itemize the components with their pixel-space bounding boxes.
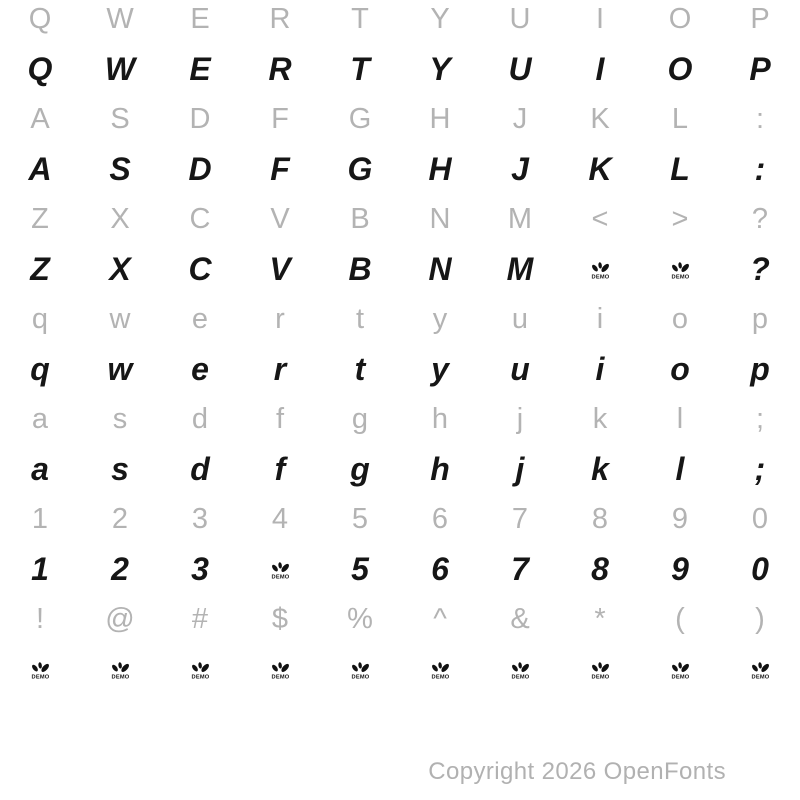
demo-placeholder-cell [160,644,240,694]
demo-glyph-icon [190,660,211,680]
glyph-cell: C [189,203,211,235]
glyph-cell: Q [27,51,53,87]
glyph-cell: l [675,451,685,487]
glyph-row-8 [0,344,800,394]
glyph-cell: Q [28,3,52,35]
glyph-row-2 [0,44,800,94]
svg-text:DEMO: DEMO [111,674,129,680]
glyph-cell: r [273,351,287,387]
svg-text:DEMO: DEMO [271,574,289,580]
glyph-cell: P [750,3,770,35]
glyph-cell: X [110,203,130,235]
demo-placeholder-cell [640,244,720,294]
glyph-cell: w [107,351,133,387]
glyph-row-1 [0,0,800,44]
glyph-cell: L [671,103,689,135]
glyph-cell: W [106,3,134,35]
glyph-cell: < [591,203,609,235]
glyph-cell: K [590,103,610,135]
glyph-cell: 1 [31,551,49,587]
glyph-cell: O [668,3,692,35]
glyph-cell: D [188,151,212,187]
glyph-cell: M [506,251,534,287]
glyph-cell: r [275,303,285,335]
demo-placeholder-cell [480,644,560,694]
demo-glyph-icon [670,660,691,680]
demo-placeholder-cell [640,644,720,694]
glyph-cell: 0 [751,551,769,587]
glyph-row-7 [0,294,800,344]
glyph-row-10 [0,444,800,494]
glyph-cell: M [507,203,533,235]
glyph-cell: @ [105,603,135,635]
glyph-cell: 6 [431,503,449,535]
svg-text:DEMO: DEMO [591,274,609,280]
demo-placeholder-cell [320,644,400,694]
glyph-cell: R [268,51,292,87]
glyph-cell: h [430,451,450,487]
glyph-row-12 [0,544,800,594]
demo-placeholder-cell [720,644,800,694]
glyph-cell: Z [31,203,49,235]
glyph-cell: S [109,151,131,187]
glyph-cell: U [509,3,531,35]
glyph-cell: 5 [351,551,369,587]
glyph-cell: e [191,303,209,335]
glyph-cell: q [30,351,50,387]
glyph-cell: ? [750,251,770,287]
svg-text:DEMO: DEMO [751,674,769,680]
glyph-cell: A [30,103,50,135]
glyph-cell: T [351,3,369,35]
glyph-cell: V [270,203,290,235]
demo-placeholder-cell [240,544,320,594]
demo-placeholder-cell [400,644,480,694]
demo-glyph-icon [510,660,531,680]
glyph-cell: : [755,103,765,135]
demo-glyph-icon [750,660,771,680]
svg-text:DEMO: DEMO [511,674,529,680]
glyph-cell: I [595,3,605,35]
glyph-cell: & [510,603,530,635]
demo-glyph-icon [270,660,291,680]
demo-placeholder-cell [560,644,640,694]
glyph-cell: ^ [433,603,447,635]
glyph-cell: : [754,151,766,187]
glyph-cell: H [428,151,452,187]
glyph-cell: t [354,351,366,387]
glyph-cell: q [31,303,49,335]
glyph-cell: Y [429,51,451,87]
glyph-cell: Z [30,251,50,287]
glyph-cell: o [671,303,689,335]
glyph-cell: W [104,51,136,87]
glyph-cell: I [595,51,605,87]
glyph-cell: s [112,403,128,435]
glyph-cell: f [274,451,286,487]
glyph-cell: ( [675,603,685,635]
glyph-cell: g [350,451,370,487]
glyph-cell: % [347,603,373,635]
glyph-cell: A [28,151,52,187]
glyph-cell: u [510,351,530,387]
glyph-cell: f [275,403,285,435]
glyph-cell: ) [755,603,765,635]
glyph-row-5 [0,194,800,244]
glyph-cell: u [511,303,529,335]
demo-glyph-icon [350,660,371,680]
glyph-cell: P [749,51,771,87]
glyph-cell: G [348,103,372,135]
svg-text:DEMO: DEMO [591,674,609,680]
glyph-cell: B [348,251,372,287]
svg-text:DEMO: DEMO [671,674,689,680]
demo-placeholder-cell [560,244,640,294]
glyph-cell: y [431,351,449,387]
glyph-cell: 8 [591,503,609,535]
glyph-cell: y [432,303,448,335]
glyph-cell: L [670,151,690,187]
glyph-cell: w [109,303,131,335]
glyph-cell: 7 [511,551,529,587]
svg-text:DEMO: DEMO [431,674,449,680]
glyph-cell: e [191,351,209,387]
glyph-cell: O [667,51,693,87]
glyph-cell: 6 [431,551,449,587]
glyph-cell: a [31,451,49,487]
glyph-cell: N [429,203,451,235]
glyph-cell: J [512,103,528,135]
glyph-cell: C [188,251,212,287]
glyph-cell: p [751,303,769,335]
glyph-cell: E [189,51,211,87]
glyph-cell: F [270,151,290,187]
glyph-cell: ? [751,203,769,235]
glyph-cell: > [671,203,689,235]
glyph-row-3 [0,94,800,144]
glyph-cell: a [31,403,49,435]
glyph-cell: V [269,251,291,287]
demo-glyph-icon [670,260,691,280]
demo-placeholder-cell [0,644,80,694]
glyph-cell: 3 [191,551,209,587]
glyph-cell: d [191,403,209,435]
glyph-cell: l [676,403,684,435]
demo-placeholder-cell [240,644,320,694]
glyph-cell: 7 [511,503,529,535]
glyph-row-9 [0,394,800,444]
glyph-cell: 1 [31,503,49,535]
svg-text:DEMO: DEMO [191,674,209,680]
glyph-cell: 9 [671,503,689,535]
glyph-cell: t [355,303,365,335]
glyph-cell: U [508,51,532,87]
glyph-cell: D [189,103,211,135]
glyph-cell: G [347,151,373,187]
demo-glyph-icon [30,660,51,680]
copyright-text: Copyright 2026 OpenFonts [428,758,726,785]
glyph-cell: F [271,103,289,135]
glyph-cell: K [588,151,612,187]
glyph-row-4 [0,144,800,194]
glyph-cell: J [511,151,529,187]
glyph-row-13 [0,594,800,644]
glyph-cell: 8 [591,551,609,587]
glyph-row-6 [0,244,800,294]
glyph-cell: X [109,251,131,287]
glyph-cell: R [269,3,291,35]
glyph-cell: 2 [111,503,129,535]
glyph-row-11 [0,494,800,544]
demo-glyph-icon [110,660,131,680]
glyph-cell: g [351,403,369,435]
glyph-cell: h [431,403,449,435]
glyph-cell: Y [430,3,450,35]
glyph-cell: # [191,603,209,635]
glyph-cell: S [110,103,130,135]
svg-text:DEMO: DEMO [31,674,49,680]
glyph-cell: E [190,3,210,35]
glyph-cell: p [750,351,770,387]
glyph-cell: N [428,251,452,287]
demo-glyph-icon [270,560,291,580]
glyph-cell: ; [755,403,765,435]
glyph-cell: 9 [671,551,689,587]
glyph-cell: ! [35,603,45,635]
glyph-cell: 5 [351,503,369,535]
glyph-cell: $ [271,603,289,635]
glyph-cell: d [190,451,210,487]
glyph-cell: j [515,451,525,487]
glyph-cell: k [591,451,609,487]
svg-text:DEMO: DEMO [271,674,289,680]
glyph-cell: ; [754,451,766,487]
demo-glyph-icon [590,260,611,280]
glyph-cell: * [594,603,606,635]
demo-glyph-icon [430,660,451,680]
glyph-cell: i [595,351,605,387]
glyph-cell: 4 [271,503,289,535]
glyph-cell: H [429,103,451,135]
glyph-row-14 [0,644,800,694]
glyph-cell: s [111,451,129,487]
demo-glyph-icon [590,660,611,680]
glyph-cell: k [592,403,608,435]
glyph-cell: T [350,51,370,87]
glyph-cell: i [596,303,604,335]
glyph-cell: 0 [751,503,769,535]
demo-placeholder-cell [80,644,160,694]
glyph-cell: 3 [191,503,209,535]
glyph-cell: 2 [111,551,129,587]
glyph-cell: o [670,351,690,387]
glyph-cell: j [516,403,524,435]
svg-text:DEMO: DEMO [671,274,689,280]
glyph-cell: B [350,203,370,235]
svg-text:DEMO: DEMO [351,674,369,680]
